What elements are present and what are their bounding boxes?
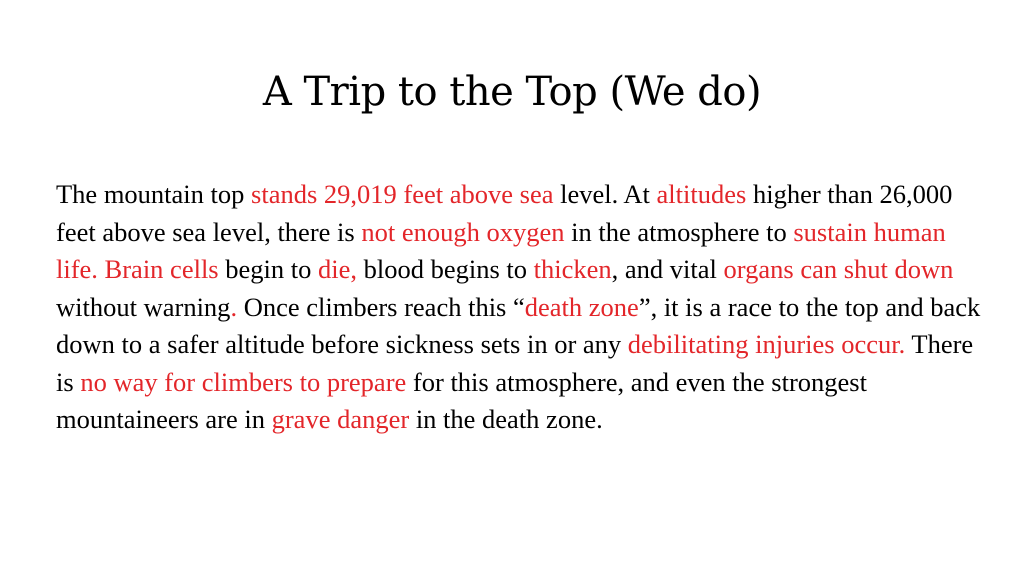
highlighted-phrase: stands 29,019 feet above sea [251,179,554,209]
text-segment: begin to [218,254,318,284]
text-segment: without warning [56,291,231,322]
text-segment: blood begins to [357,254,534,284]
text-segment: There is [56,329,974,397]
slide-title: A Trip to the Top (We do) [262,69,762,115]
highlighted-phrase: altitudes [656,179,747,209]
slide-paragraph [56,176,986,439]
highlighted-phrase: grave danger [271,404,410,434]
highlighted-phrase: . [230,291,238,322]
highlighted-phrase: debilitating injuries occur. [627,329,906,359]
text-segment: in the atmosphere to [564,216,794,247]
highlighted-phrase: death zone [524,291,639,322]
highlighted-phrase: organs can shut down [723,254,954,284]
highlighted-phrase: not enough oxygen [361,216,565,247]
text-segment: The mountain top [56,179,252,209]
text-segment: in the death zone. [409,404,603,434]
highlighted-phrase: no way for climbers to prepare [80,366,407,397]
text-segment: for this atmosphere, and even the strongest mountaineers are in [56,366,867,434]
highlighted-phrase: thicken [533,254,612,284]
text-segment: , and vital [611,254,724,284]
text-segment: Once climbers reach this “ [237,291,525,322]
text-segment: ”, it is a race to the top and back down to a safer altitude before sickness sets in or any [56,291,981,359]
highlighted-phrase: sustain human life. Brain cells [56,216,946,284]
text-segment: higher than 26,000 feet above sea level, there is [56,179,953,247]
highlighted-phrase: die, [318,254,357,284]
text-segment: level. At [553,179,657,209]
